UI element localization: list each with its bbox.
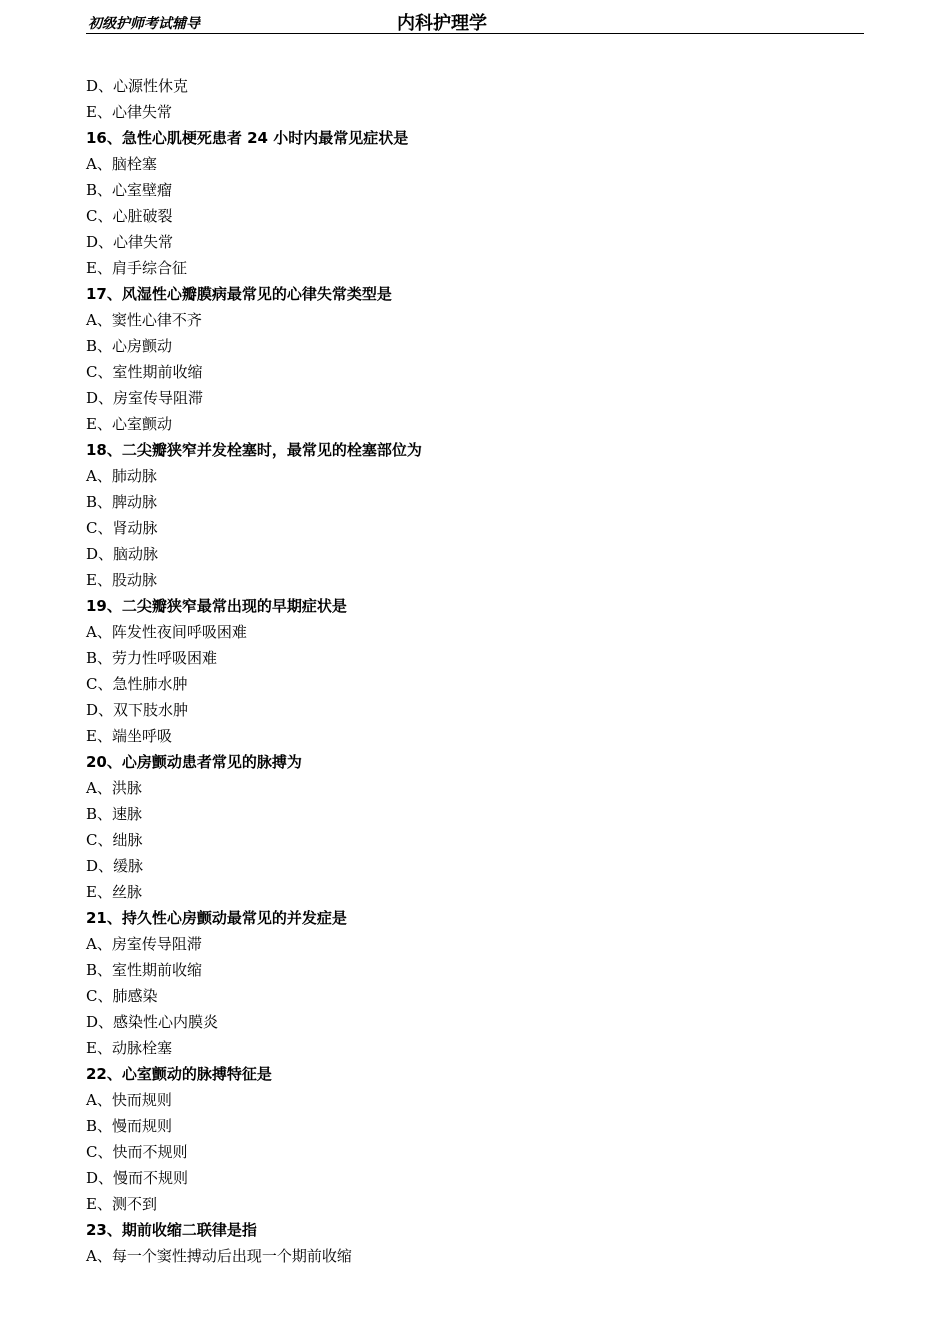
answer-option: B、慢而规则	[86, 1117, 173, 1135]
answer-option: A、房室传导阻滞	[86, 935, 202, 953]
answer-option: D、心源性休克	[86, 77, 189, 95]
answer-option: E、动脉栓塞	[86, 1039, 172, 1057]
answer-option: D、感染性心内膜炎	[86, 1013, 219, 1031]
answer-option: E、测不到	[86, 1195, 157, 1213]
answer-option: C、快而不规则	[86, 1143, 188, 1161]
answer-option: C、绌脉	[86, 831, 143, 849]
answer-option: B、脾动脉	[86, 493, 158, 511]
answer-option: C、心脏破裂	[86, 207, 173, 225]
answer-option: D、房室传导阻滞	[86, 389, 204, 407]
answer-option: A、脑栓塞	[86, 155, 157, 173]
answer-option: A、快而规则	[86, 1091, 172, 1109]
question-stem: 22、心室颤动的脉搏特征是	[86, 1065, 272, 1083]
question-stem: 21、持久性心房颤动最常见的并发症是	[86, 909, 347, 927]
question-stem: 16、急性心肌梗死患者 24 小时内最常见症状是	[86, 129, 409, 147]
header-left-title: 初级护师考试辅导	[88, 16, 200, 32]
answer-option: B、室性期前收缩	[86, 961, 203, 979]
question-stem: 20、心房颤动患者常见的脉搏为	[86, 753, 302, 771]
question-stem: 23、期前收缩二联律是指	[86, 1221, 257, 1239]
answer-option: E、端坐呼吸	[86, 727, 172, 745]
question-list	[86, 73, 864, 1269]
question-stem: 17、风湿性心瓣膜病最常见的心律失常类型是	[86, 285, 392, 303]
answer-option: C、肺感染	[86, 987, 158, 1005]
answer-option: D、慢而不规则	[86, 1169, 189, 1187]
answer-option: B、劳力性呼吸困难	[86, 649, 218, 667]
answer-option: A、洪脉	[86, 779, 142, 797]
answer-option: A、窦性心律不齐	[86, 311, 202, 329]
answer-option: B、心室壁瘤	[86, 181, 173, 199]
answer-option: E、肩手综合征	[86, 259, 187, 277]
answer-option: D、脑动脉	[86, 545, 159, 563]
answer-option: A、阵发性夜间呼吸困难	[86, 623, 247, 641]
answer-option: A、肺动脉	[86, 467, 157, 485]
answer-option: C、急性肺水肿	[86, 675, 188, 693]
answer-option: B、心房颤动	[86, 337, 173, 355]
question-stem: 18、二尖瓣狭窄并发栓塞时，最常见的栓塞部位为	[86, 441, 422, 459]
answer-option: D、心律失常	[86, 233, 174, 251]
answer-option: E、丝脉	[86, 883, 142, 901]
answer-option: D、缓脉	[86, 857, 144, 875]
answer-option: A、每一个窦性搏动后出现一个期前收缩	[86, 1247, 352, 1265]
answer-option: C、室性期前收缩	[86, 363, 203, 381]
answer-option: C、肾动脉	[86, 519, 158, 537]
header-center-title: 内科护理学	[397, 13, 487, 34]
answer-option: E、心室颤动	[86, 415, 172, 433]
answer-option: B、速脉	[86, 805, 143, 823]
answer-option: D、双下肢水肿	[86, 701, 189, 719]
question-stem: 19、二尖瓣狭窄最常出现的早期症状是	[86, 597, 347, 615]
answer-option: E、心律失常	[86, 103, 172, 121]
page-header	[86, 8, 864, 34]
answer-option: E、股动脉	[86, 571, 157, 589]
